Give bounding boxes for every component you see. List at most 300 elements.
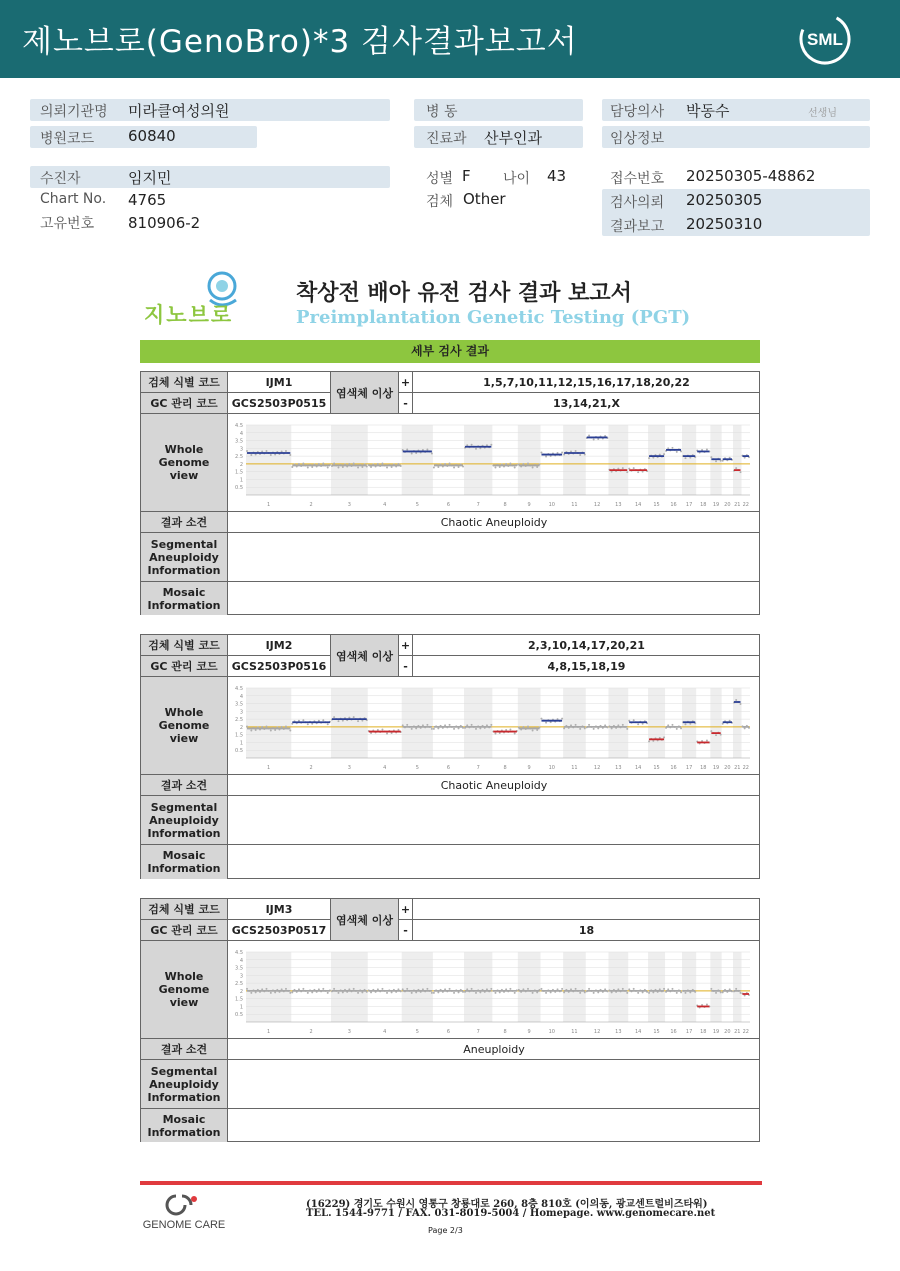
genome-point: [285, 450, 287, 452]
x-tick-label: 16: [670, 765, 677, 771]
report-date-value: 20250310: [686, 215, 763, 233]
x-tick-label: 15: [653, 502, 660, 508]
genome-point: [386, 466, 388, 468]
x-tick-label: 3: [347, 502, 351, 508]
mosaic-label: Mosaic Information: [141, 845, 228, 879]
x-tick-label: 14: [634, 1029, 642, 1035]
footer-line: [140, 1181, 762, 1185]
whole-genome-cell: [228, 677, 760, 775]
genome-point: [710, 988, 712, 990]
x-tick-label: 21: [734, 502, 741, 508]
genome-point: [246, 450, 248, 452]
gain-sign: +: [399, 372, 413, 393]
genome-point: [740, 471, 742, 473]
y-tick-label: 2.5: [235, 717, 243, 724]
x-tick-label: 5: [415, 1029, 419, 1035]
genome-point: [386, 992, 388, 994]
x-tick-label: 19: [712, 1029, 720, 1035]
genome-chart-2: [232, 680, 756, 772]
genome-point: [433, 728, 435, 730]
genome-point: [710, 456, 712, 458]
genome-point: [322, 988, 324, 990]
whole-genome-cell: [228, 941, 760, 1039]
id-no-label: 고유번호: [40, 216, 95, 232]
x-tick-label: 19: [712, 765, 720, 771]
y-tick-label: 4.5: [235, 423, 243, 429]
genome-point: [671, 724, 673, 726]
segmental-label: Segmental Aneuploidy Information: [141, 796, 228, 845]
y-tick-label: 2.5: [235, 454, 243, 461]
genome-point: [406, 988, 408, 990]
x-tick-label: 1: [267, 1029, 271, 1035]
section-title: 세부 검사 결과: [411, 344, 489, 358]
chromosome-abnormality-label: 염색체 이상: [331, 899, 399, 941]
genome-point: [671, 988, 673, 990]
y-tick-label: 2: [239, 988, 243, 995]
x-tick-label: 3: [347, 1029, 351, 1035]
chromosome-band: [464, 952, 492, 1022]
gain-chromosomes: 1,5,7,10,11,12,15,16,17,18,20,22: [413, 372, 760, 393]
genome-point: [633, 467, 635, 469]
genome-point: [588, 434, 590, 436]
department-value: 산부인과: [484, 129, 542, 147]
x-tick-label: 18: [700, 502, 707, 508]
sml-logo: [798, 12, 852, 66]
chromosome-band: [608, 425, 628, 495]
genome-point: [575, 724, 577, 726]
specimen-label: 검체: [426, 194, 454, 210]
clinical-label: 임상정보: [610, 131, 665, 147]
request-label: 검사의뢰: [610, 195, 665, 211]
genome-point: [637, 992, 639, 994]
sex-label: 성별: [426, 171, 454, 187]
genome-point: [250, 992, 252, 994]
chromosome-band: [518, 425, 541, 495]
chromosome-band: [563, 952, 586, 1022]
y-tick-label: 2: [239, 461, 243, 468]
genome-point: [626, 992, 628, 994]
genome-point: [735, 699, 737, 701]
patient-name-label: 수진자: [40, 171, 81, 187]
genome-point: [433, 466, 435, 468]
gc-code-label: GC 관리 코드: [141, 920, 228, 941]
genome-point: [527, 988, 529, 990]
x-tick-label: 22: [742, 765, 749, 771]
x-tick-label: 7: [476, 1029, 480, 1035]
department-label: 진료과: [426, 131, 467, 147]
x-tick-label: 2: [309, 1029, 313, 1035]
x-tick-label: 20: [724, 1029, 731, 1035]
x-tick-label: 1: [267, 765, 271, 771]
x-tick-label: 19: [712, 502, 720, 508]
genome-point: [579, 728, 581, 730]
genome-point: [357, 992, 359, 994]
institution-value: 미라클여성의원: [128, 102, 230, 120]
genome-point: [532, 992, 534, 994]
y-tick-label: 3.5: [235, 438, 243, 445]
mosaic-value: [228, 1109, 760, 1142]
x-tick-label: 2: [309, 765, 313, 771]
genome-point: [706, 448, 708, 450]
genome-point: [246, 988, 248, 990]
x-tick-label: 18: [700, 1029, 707, 1035]
chromosome-band: [608, 952, 628, 1022]
result-value: Chaotic Aneuploidy: [228, 512, 760, 533]
x-tick-label: 3: [347, 765, 351, 771]
report-title: 착상전 배아 유전 검사 결과 보고서: [296, 281, 632, 306]
sample-table-1: [140, 371, 760, 615]
genome-point: [471, 988, 473, 990]
genome-point: [426, 988, 428, 990]
genome-point: [250, 729, 252, 731]
genome-point: [411, 992, 413, 994]
sample-code-label: 검체 식별 코드: [141, 372, 228, 393]
y-tick-label: 4.5: [235, 950, 243, 956]
y-tick-label: 4: [239, 693, 243, 700]
genome-point: [449, 462, 451, 464]
chromosome-band: [733, 952, 741, 1022]
genome-point: [426, 448, 428, 450]
genome-point: [622, 988, 624, 990]
loss-sign: -: [399, 920, 413, 941]
x-tick-label: 14: [634, 502, 642, 508]
genome-point: [449, 988, 451, 990]
x-tick-label: 4: [383, 1029, 387, 1035]
genome-point: [494, 733, 496, 735]
genome-point: [307, 992, 309, 994]
page-number: Page 2/3: [428, 1226, 463, 1235]
genome-point: [411, 728, 413, 730]
genome-point: [710, 730, 712, 732]
doctor-value: 박동수: [686, 102, 730, 120]
x-tick-label: 1: [267, 502, 271, 508]
genome-point: [509, 729, 511, 731]
gain-chromosomes: [413, 899, 760, 920]
genome-point: [265, 725, 267, 727]
genome-point: [490, 444, 492, 446]
x-tick-label: 15: [653, 765, 660, 771]
genome-point: [490, 988, 492, 990]
genome-point: [289, 454, 291, 456]
genome-point: [514, 733, 516, 735]
gc-code-value: GCS2503P0517: [228, 920, 331, 941]
segmental-label: Segmental Aneuploidy Information: [141, 533, 228, 582]
x-tick-label: 2: [309, 502, 313, 508]
sample-table-3: [140, 898, 760, 1142]
x-tick-label: 7: [476, 502, 480, 508]
chart-no-label: Chart No.: [40, 191, 107, 207]
genome-point: [593, 728, 595, 730]
gc-code-value: GCS2503P0515: [228, 393, 331, 414]
genome-point: [327, 466, 329, 468]
genome-point: [270, 992, 272, 994]
genome-point: [509, 988, 511, 990]
chromosome-band: [563, 688, 586, 758]
y-tick-label: 1: [239, 740, 243, 747]
genome-point: [357, 466, 359, 468]
genome-point: [715, 734, 717, 736]
y-tick-label: 4: [239, 957, 243, 964]
chromosome-band: [563, 425, 586, 495]
genome-point: [265, 450, 267, 452]
x-tick-label: 22: [742, 502, 749, 508]
genobro-logo: [140, 266, 258, 328]
footer-contact: TEL. 1544-9771 / FAX. 031-8019-5004 / Homepage. www.genomecare.net: [306, 1208, 716, 1219]
x-tick-label: 18: [700, 765, 707, 771]
genome-point: [471, 444, 473, 446]
ward-label: 병 동: [426, 104, 458, 120]
genome-point: [265, 988, 267, 990]
gain-sign: +: [399, 635, 413, 656]
chromosome-band: [648, 425, 665, 495]
genome-point: [735, 467, 737, 469]
chromosome-band: [402, 425, 433, 495]
chromosome-band: [518, 952, 541, 1022]
doctor-suffix: 선생님: [808, 108, 837, 119]
genome-point: [381, 729, 383, 731]
genome-point: [579, 992, 581, 994]
genome-point: [337, 466, 339, 468]
genome-point: [633, 719, 635, 721]
genome-point: [381, 988, 383, 990]
x-tick-label: 21: [734, 765, 741, 771]
report-subtitle: Preimplantation Genetic Testing (PGT): [296, 307, 691, 328]
genome-point: [337, 992, 339, 994]
doctor-label: 담당의사: [610, 104, 665, 120]
genome-point: [527, 462, 529, 464]
genome-point: [353, 462, 355, 464]
loss-chromosomes: 4,8,15,18,19: [413, 656, 760, 677]
x-tick-label: 8: [503, 765, 507, 771]
genome-point: [285, 988, 287, 990]
genome-point: [588, 724, 590, 726]
genome-point: [579, 454, 581, 456]
gc-code-label: GC 관리 코드: [141, 393, 228, 414]
x-tick-label: 10: [548, 502, 555, 508]
genome-point: [626, 471, 628, 473]
genome-point: [490, 724, 492, 726]
x-tick-label: 13: [615, 502, 622, 508]
y-tick-label: 3: [239, 973, 243, 980]
genome-point: [327, 723, 329, 725]
x-tick-label: 6: [446, 765, 451, 771]
genome-point: [285, 725, 287, 727]
genome-point: [302, 719, 304, 721]
genome-point: [514, 466, 516, 468]
y-tick-label: 3.5: [235, 965, 243, 972]
genome-point: [633, 988, 635, 990]
genome-point: [671, 447, 673, 449]
genome-point: [588, 988, 590, 990]
genome-point: [684, 723, 686, 725]
genome-point: [637, 723, 639, 725]
x-tick-label: 8: [503, 1029, 507, 1035]
genome-point: [561, 988, 563, 990]
mosaic-value: [228, 582, 760, 615]
genome-point: [684, 457, 686, 459]
x-tick-label: 17: [685, 765, 693, 771]
gain-sign: +: [399, 899, 413, 920]
chromosome-band: [648, 688, 665, 758]
genome-point: [453, 728, 455, 730]
genome-point: [411, 452, 413, 454]
chromosome-band: [331, 425, 368, 495]
genome-point: [494, 992, 496, 994]
genome-point: [431, 452, 433, 454]
genome-point: [740, 992, 742, 994]
genome-point: [431, 728, 433, 730]
genome-point: [307, 723, 309, 725]
genome-point: [637, 471, 639, 473]
genome-point: [307, 466, 309, 468]
genome-point: [648, 457, 650, 459]
sex-value: F: [462, 167, 471, 185]
genome-point: [386, 733, 388, 735]
age-value: 43: [547, 167, 567, 185]
chromosome-band: [733, 425, 741, 495]
sample-code-value: IJM2: [228, 635, 331, 656]
genome-point: [406, 724, 408, 726]
genome-point: [532, 729, 534, 731]
x-tick-label: 17: [685, 1029, 693, 1035]
genome-point: [740, 703, 742, 705]
y-tick-label: 3: [239, 709, 243, 716]
segmental-value: [228, 1060, 760, 1109]
genome-point: [648, 740, 650, 742]
genome-point: [494, 466, 496, 468]
sml-logo-text: SML: [807, 30, 843, 49]
genome-point: [663, 736, 665, 738]
genome-point: [663, 453, 665, 455]
genome-point: [353, 988, 355, 990]
report-date-label: 결과보고: [610, 219, 665, 235]
genome-point: [509, 462, 511, 464]
genome-point: [453, 992, 455, 994]
genome-point: [357, 720, 359, 722]
x-tick-label: 9: [527, 502, 531, 508]
genome-point: [471, 724, 473, 726]
genome-point: [475, 448, 477, 450]
genome-point: [676, 451, 678, 453]
x-tick-label: 20: [724, 502, 731, 508]
chromosome-band: [682, 425, 696, 495]
genome-point: [676, 728, 678, 730]
genome-point: [302, 988, 304, 990]
genome-point: [289, 729, 291, 731]
loss-sign: -: [399, 656, 413, 677]
section-bar: [140, 340, 760, 363]
x-tick-label: 4: [383, 765, 387, 771]
receipt-value: 20250305-48862: [686, 167, 816, 185]
footer-address: (16229) 경기도 수원시 영통구 창룡대로 260, 8층 810호 (이의동, 광교센트럴비즈타워): [306, 1199, 708, 1210]
genome-point: [333, 716, 335, 718]
x-tick-label: 21: [734, 1029, 741, 1035]
genome-point: [381, 462, 383, 464]
genome-care-logo: [138, 1192, 230, 1232]
genome-point: [406, 448, 408, 450]
genome-point: [514, 992, 516, 994]
genome-point: [540, 452, 542, 454]
genome-point: [302, 462, 304, 464]
x-tick-label: 17: [685, 502, 693, 508]
chromosome-band: [518, 688, 541, 758]
loss-chromosomes: 13,14,21,X: [413, 393, 760, 414]
result-value: Aneuploidy: [228, 1039, 760, 1060]
genome-point: [246, 725, 248, 727]
chromosome-band: [331, 952, 368, 1022]
genome-point: [337, 720, 339, 722]
genome-point: [561, 718, 563, 720]
mosaic-label: Mosaic Information: [141, 1109, 228, 1142]
x-tick-label: 13: [615, 765, 622, 771]
y-tick-label: 0.5: [235, 485, 243, 492]
genome-point: [270, 454, 272, 456]
x-tick-label: 12: [593, 1029, 601, 1035]
x-tick-label: 12: [593, 765, 601, 771]
x-tick-label: 4: [383, 502, 387, 508]
genome-point: [545, 456, 547, 458]
x-tick-label: 5: [415, 765, 419, 771]
x-tick-label: 7: [476, 765, 480, 771]
mosaic-label: Mosaic Information: [141, 582, 228, 615]
sample-table-2: [140, 634, 760, 879]
genome-point: [431, 992, 433, 994]
result-label: 결과 소견: [141, 512, 228, 533]
genome-point: [715, 992, 717, 994]
x-tick-label: 8: [503, 502, 507, 508]
x-tick-label: 15: [653, 1029, 660, 1035]
genome-point: [706, 739, 708, 741]
age-label: 나이: [503, 171, 531, 187]
genome-point: [449, 724, 451, 726]
x-tick-label: 10: [548, 1029, 555, 1035]
genome-point: [289, 992, 291, 994]
report-header: [0, 0, 900, 78]
mosaic-value: [228, 845, 760, 879]
genome-point: [676, 992, 678, 994]
genome-point: [663, 988, 665, 990]
chromosome-band: [464, 688, 492, 758]
specimen-value: Other: [463, 190, 506, 208]
whole-genome-cell: [228, 414, 760, 512]
genome-point: [270, 729, 272, 731]
genome-point: [532, 466, 534, 468]
x-tick-label: 5: [415, 502, 419, 508]
gc-code-label: GC 관리 코드: [141, 656, 228, 677]
result-label: 결과 소견: [141, 1039, 228, 1060]
chromosome-band: [710, 952, 721, 1022]
y-tick-label: 3.5: [235, 701, 243, 708]
genome-point: [706, 1003, 708, 1005]
genome-point: [575, 988, 577, 990]
chromosome-band: [733, 688, 741, 758]
genome-point: [622, 467, 624, 469]
whole-genome-label: Whole Genome view: [141, 941, 228, 1039]
sample-code-label: 검체 식별 코드: [141, 635, 228, 656]
x-tick-label: 9: [527, 1029, 531, 1035]
genome-point: [250, 454, 252, 456]
gc-code-value: GCS2503P0516: [228, 656, 331, 677]
genome-point: [593, 438, 595, 440]
genome-point: [735, 988, 737, 990]
x-tick-label: 13: [615, 1029, 622, 1035]
chromosome-band: [402, 952, 433, 1022]
x-tick-label: 20: [724, 765, 731, 771]
genome-point: [684, 992, 686, 994]
y-tick-label: 0.5: [235, 1012, 243, 1019]
y-tick-label: 4.5: [235, 686, 243, 692]
x-tick-label: 9: [527, 765, 531, 771]
